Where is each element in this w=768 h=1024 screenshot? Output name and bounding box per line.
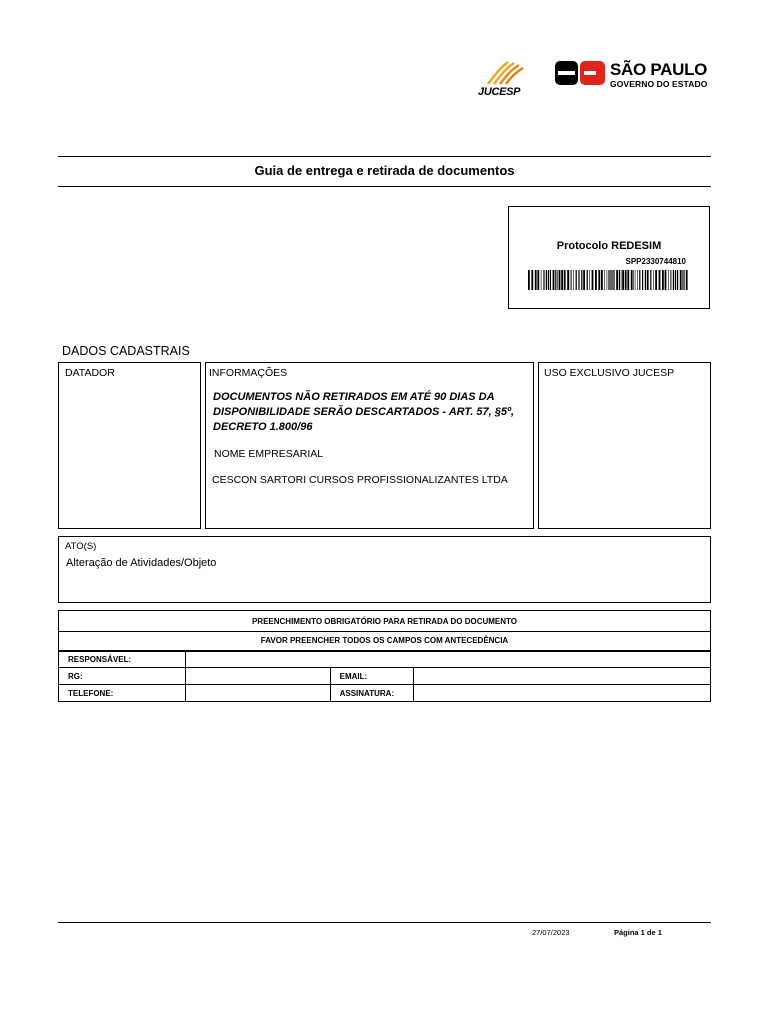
barcode-image	[528, 270, 688, 290]
table-row	[59, 685, 711, 702]
barcode-bar	[680, 270, 682, 290]
uso-exclusivo-box	[538, 362, 711, 529]
atos-label: ATO(S)	[65, 541, 97, 552]
barcode-bar	[573, 270, 574, 290]
barcode-bar	[535, 270, 537, 290]
barcode-bar	[631, 270, 633, 290]
sao-paulo-logo	[555, 60, 715, 90]
uso-exclusivo-label: USO EXCLUSIVO JUCESP	[544, 367, 675, 379]
jucesp-logo-text: JUCESP	[478, 86, 521, 98]
barcode-bar	[543, 270, 544, 290]
barcode-bar	[550, 270, 551, 290]
barcode-bar	[567, 270, 569, 290]
protocol-label: Protocolo REDESIM	[556, 240, 662, 252]
barcode-bar	[659, 270, 661, 290]
barcode-bar	[608, 270, 609, 290]
barcode-bar	[581, 270, 582, 290]
informacoes-label: INFORMAÇÕES	[209, 367, 288, 379]
barcode-bar	[616, 270, 618, 290]
datador-box	[58, 362, 201, 529]
barcode-bar	[587, 270, 588, 290]
barcode-bar	[613, 270, 614, 290]
barcode-bar	[642, 270, 643, 290]
barcode-bar	[670, 270, 671, 290]
barcode-bar	[662, 270, 664, 290]
barcode-bar	[604, 270, 605, 290]
jucesp-logo	[478, 60, 530, 102]
rg-field[interactable]	[185, 668, 330, 685]
barcode-bar	[546, 270, 547, 290]
barcode-bar	[583, 270, 585, 290]
barcode-bar	[548, 270, 549, 290]
rg-label: RG:	[59, 668, 186, 685]
footer-date: 27/07/2023	[532, 928, 570, 937]
table-row	[59, 611, 711, 632]
barcode-bar	[607, 270, 608, 290]
barcode-bar	[559, 270, 561, 290]
assinatura-label: ASSINATURA:	[330, 685, 413, 702]
barcode-bar	[653, 270, 654, 290]
barcode-bar	[592, 270, 594, 290]
barcode-bar	[561, 270, 563, 290]
table-row	[59, 632, 711, 651]
barcode-bar	[625, 270, 627, 290]
barcode-bar	[622, 270, 624, 290]
telefone-label: TELEFONE:	[59, 685, 186, 702]
barcode-bar	[647, 270, 649, 290]
barcode-bar	[682, 270, 683, 290]
informacoes-box	[205, 362, 534, 529]
barcode-bar	[589, 270, 590, 290]
sp-shield-icon	[555, 60, 605, 86]
barcode-bar	[576, 270, 577, 290]
barcode-bar	[639, 270, 640, 290]
barcode-bar	[571, 270, 572, 290]
responsavel-field[interactable]	[185, 651, 710, 668]
barcode-bar	[655, 270, 657, 290]
barcode-bar	[675, 270, 676, 290]
barcode-bar	[635, 270, 636, 290]
barcode-bar	[672, 270, 673, 290]
barcode-bar	[627, 270, 629, 290]
barcode-bar	[609, 270, 610, 290]
footer-page-number: Página 1 de 1	[614, 928, 662, 937]
barcode-bar	[645, 270, 646, 290]
withdrawal-form-table	[58, 610, 711, 702]
barcode-bar	[668, 270, 669, 290]
form-header-advance: FAVOR PREENCHER TODOS OS CAMPOS COM ANTECEDÊNCIA	[59, 632, 711, 651]
barcode-bar	[541, 270, 542, 290]
atos-value: Alteração de Atividades/Objeto	[66, 557, 217, 569]
atos-box	[58, 536, 711, 603]
sp-logo-subtitle: GOVERNO DO ESTADO	[610, 79, 708, 89]
footer-rule	[58, 922, 711, 923]
barcode-bar	[570, 270, 571, 290]
email-label: EMAIL:	[330, 668, 413, 685]
barcode-bar	[595, 270, 597, 290]
barcode-bar	[601, 270, 603, 290]
title-rule-top	[58, 156, 711, 157]
barcode-bar	[684, 270, 685, 290]
discard-warning: DOCUMENTOS NÃO RETIRADOS EM ATÉ 90 DIAS DA DISPONIBILIDADE SERÃO DESCARTADOS - ART. 57, §5º, DECRETO 1.800/96	[213, 391, 515, 433]
barcode-bar	[557, 270, 558, 290]
sp-logo-name: SÃO PAULO	[610, 60, 708, 79]
barcode-bar	[578, 270, 579, 290]
responsavel-label: RESPONSÁVEL:	[59, 651, 186, 668]
form-header-required: PREENCHIMENTO OBRIGATÓRIO PARA RETIRADA DO DOCUMENTO	[59, 611, 711, 632]
protocol-number: SPP2330744810	[625, 257, 686, 266]
barcode-bar	[537, 270, 539, 290]
barcode-bar	[686, 270, 688, 290]
barcode-bar	[673, 270, 674, 290]
barcode-bar	[598, 270, 600, 290]
barcode-bar	[528, 270, 530, 290]
barcode-bar	[633, 270, 634, 290]
barcode-bar	[621, 270, 622, 290]
barcode-bar	[553, 270, 555, 290]
section-title-dados-cadastrais: DADOS CADASTRAIS	[62, 344, 190, 358]
barcode-bar	[564, 270, 566, 290]
datador-label: DATADOR	[65, 367, 115, 379]
table-row	[59, 668, 711, 685]
barcode-bar	[650, 270, 651, 290]
barcode-bar	[611, 270, 612, 290]
barcode-bar	[619, 270, 620, 290]
jucesp-flame-icon	[484, 60, 524, 86]
title-rule-bottom	[58, 186, 711, 187]
barcode-bar	[677, 270, 678, 290]
barcode-bar	[555, 270, 556, 290]
nome-empresarial-label: NOME EMPRESARIAL	[214, 448, 324, 460]
barcode-bar	[544, 270, 545, 290]
table-row	[59, 651, 711, 668]
barcode-bar	[665, 270, 667, 290]
assinatura-field[interactable]	[413, 685, 710, 702]
email-field[interactable]	[413, 668, 710, 685]
barcode-bar	[637, 270, 638, 290]
nome-empresarial-value: CESCON SARTORI CURSOS PROFISSIONALIZANTES LTDA	[212, 474, 508, 486]
document-title: Guia de entrega e retirada de documentos	[254, 163, 515, 178]
barcode-bar	[531, 270, 533, 290]
telefone-field[interactable]	[185, 685, 330, 702]
